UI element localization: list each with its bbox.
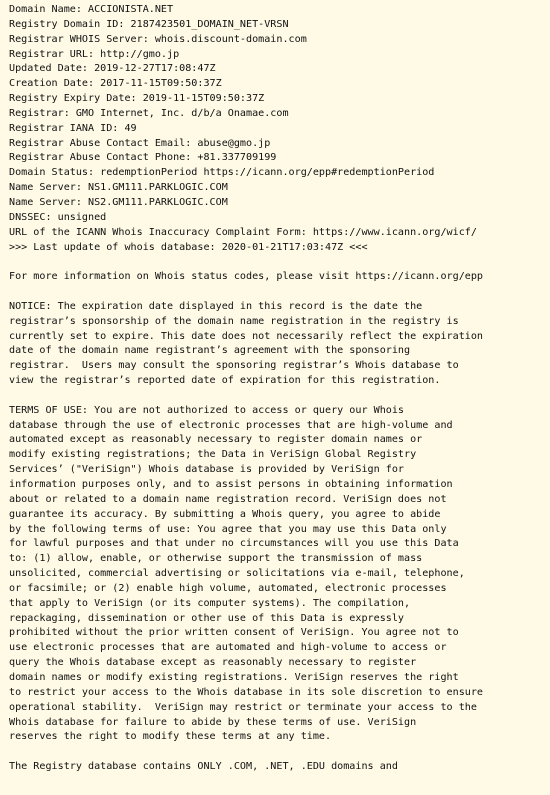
terms-of-use-line: by the following terms of use: You agree that you may use this Data only	[9, 523, 447, 535]
registry-domain-id-line: Registry Domain ID: 2187423501_DOMAIN_NET-VRSN	[9, 18, 289, 30]
terms-of-use-line: Whois database for failure to abide by these terms of use. VeriSign	[9, 716, 417, 728]
last-update-line: >>> Last update of whois database: 2020-01-21T17:03:47Z <<<	[9, 241, 368, 253]
terms-of-use-line: unsolicited, commercial advertising or solicitations via e-mail, telephone,	[9, 568, 465, 580]
terms-of-use-line: information purposes only, and to assist persons in obtaining information	[9, 479, 453, 490]
terms-of-use-line: database through the use of electronic processes that are high-volume and	[9, 419, 453, 431]
terms-of-use-line: to: (1) allow, enable, or otherwise support the transmission of mass	[9, 553, 423, 565]
blank-line	[9, 285, 550, 300]
name-server-line: Name Server: NS1.GM111.PARKLOGIC.COM	[9, 182, 228, 194]
terms-of-use-line: domain names or modify existing registrations. VeriSign reserves the right	[9, 671, 459, 683]
terms-of-use-line: TERMS OF USE: You are not authorized to access or query our Whois	[9, 404, 405, 416]
terms-of-use-line: for lawful purposes and that under no circumstances will you use this Data	[9, 538, 459, 550]
domain-name-line: Domain Name: ACCIONISTA.NET	[9, 4, 174, 15]
terms-of-use-line: reserves the right to modify these terms at any time.	[9, 731, 332, 743]
updated-date-line: Updated Date: 2019-12-27T17:08:47Z	[9, 63, 216, 75]
status-codes-info-line: For more information on Whois status codes, please visit https://icann.org/epp	[9, 271, 484, 283]
terms-of-use-line: operational stability. VeriSign may restrict or terminate your access to the	[9, 701, 477, 713]
abuse-contact-phone-line: Registrar Abuse Contact Phone: +81.337709199	[9, 152, 277, 164]
blank-line	[9, 745, 550, 760]
terms-of-use-line: about or related to a domain name registration record. VeriSign does not	[9, 493, 447, 505]
blank-line	[9, 255, 550, 270]
terms-of-use-line: or facsimile; or (2) enable high volume, automated, electronic processes	[9, 582, 447, 594]
notice-text-line: registrar. Users may consult the sponsoring registrar’s Whois database to	[9, 360, 459, 372]
registrar-line: Registrar: GMO Internet, Inc. d/b/a Onamae.com	[9, 107, 289, 119]
terms-of-use-line: modify existing registrations; the Data in VeriSign Global Registry	[9, 449, 417, 461]
terms-of-use-line: automated except as reasonably necessary to register domain names or	[9, 434, 423, 446]
registrar-whois-server-line: Registrar WHOIS Server: whois.discount-domain.com	[9, 33, 307, 45]
blank-line	[9, 389, 550, 404]
notice-text-line: NOTICE: The expiration date displayed in this record is the date the	[9, 300, 423, 312]
notice-text-line: currently set to expire. This date does not necessarily reflect the expiration	[9, 330, 484, 342]
terms-of-use-line: prohibited without the prior written consent of VeriSign. You agree not to	[9, 627, 459, 639]
terms-of-use-line: to restrict your access to the Whois database in its sole discretion to ensure	[9, 686, 484, 698]
notice-text-line: registrar’s sponsorship of the domain name registration in the registry is	[9, 315, 459, 327]
abuse-contact-email-line: Registrar Abuse Contact Email: abuse@gmo.jp	[9, 137, 271, 149]
terms-of-use-line: Services’ ("VeriSign") Whois database is provided by VeriSign for	[9, 464, 405, 476]
terms-of-use-line: guarantee its accuracy. By submitting a Whois query, you agree to abide	[9, 508, 441, 520]
dnssec-line: DNSSEC: unsigned	[9, 211, 107, 223]
notice-text-line: date of the domain name registrant’s agreement with the sponsoring	[9, 345, 411, 357]
registry-expiry-date-line: Registry Expiry Date: 2019-11-15T09:50:37Z	[9, 93, 265, 105]
terms-of-use-line: query the Whois database except as reasonably necessary to register	[9, 657, 417, 669]
terms-of-use-line: repackaging, dissemination or other use of this Data is expressly	[9, 612, 405, 624]
icann-complaint-url-line: URL of the ICANN Whois Inaccuracy Complaint Form: https://www.icann.org/wicf/	[9, 226, 477, 238]
registrar-iana-id-line: Registrar IANA ID: 49	[9, 122, 137, 134]
creation-date-line: Creation Date: 2017-11-15T09:50:37Z	[9, 78, 222, 90]
name-server-line: Name Server: NS2.GM111.PARKLOGIC.COM	[9, 196, 228, 208]
notice-text-line: view the registrar’s reported date of expiration for this registration.	[9, 375, 441, 387]
terms-of-use-line: use electronic processes that are automated and high-volume to access or	[9, 642, 447, 654]
registry-database-line: The Registry database contains ONLY .COM, .NET, .EDU domains and	[9, 761, 398, 773]
terms-of-use-line: that apply to VeriSign (or its computer systems). The compilation,	[9, 597, 411, 609]
domain-status-line: Domain Status: redemptionPeriod https://icann.org/epp#redemptionPeriod	[9, 167, 435, 179]
registrar-url-line: Registrar URL: http://gmo.jp	[9, 48, 180, 60]
